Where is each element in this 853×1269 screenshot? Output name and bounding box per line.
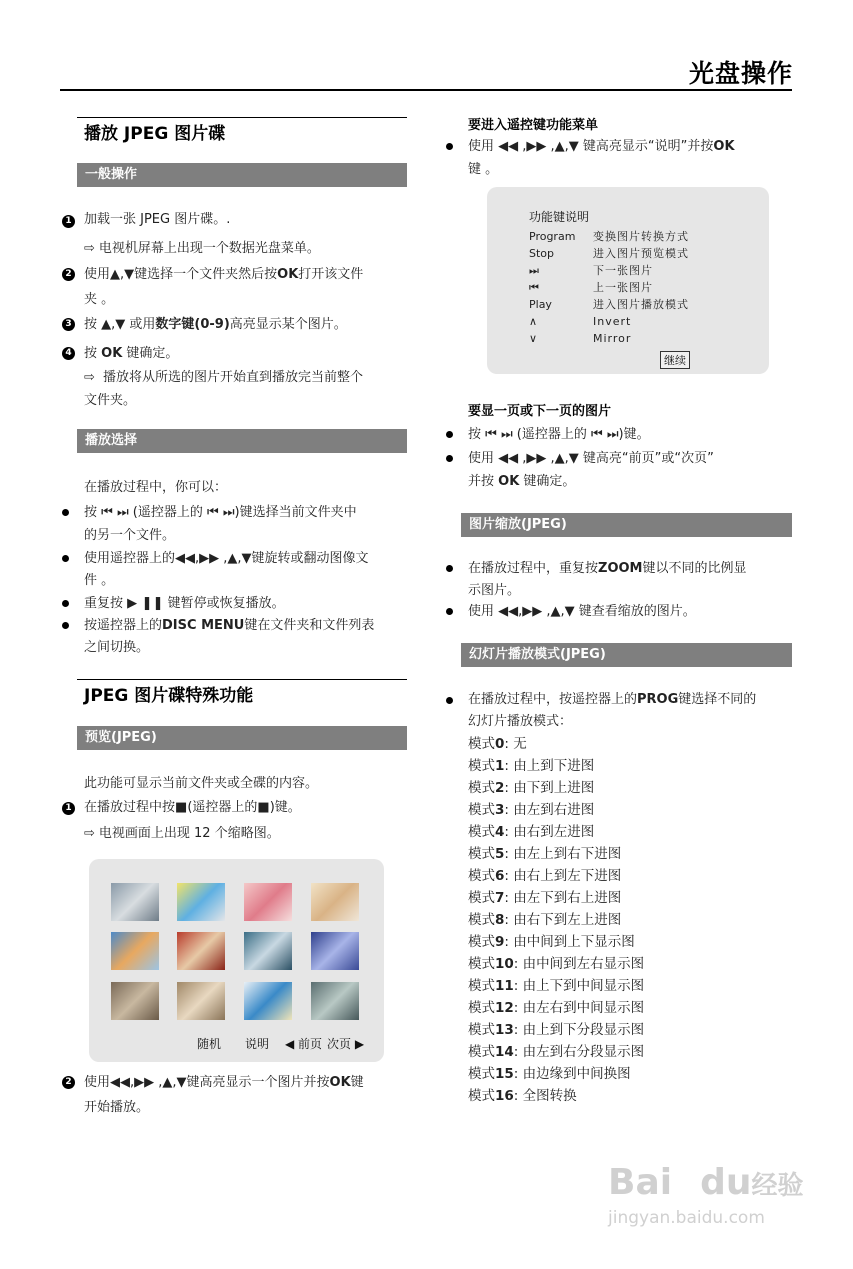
func-desc: 下一张图片 <box>593 264 653 277</box>
slide-mode-item: 模式4: 由右到左进图 <box>468 824 595 840</box>
bullet <box>62 555 69 562</box>
play-intro: 在播放过程中，你可以： <box>84 480 228 495</box>
preview-step-2-cont: 开始播放。 <box>84 1100 150 1115</box>
slide-mode-item: 模式8: 由右下到左上进图 <box>468 912 622 928</box>
zoom-item-1: 在播放过程中，重复按ZOOM键以不同的比例显 <box>468 561 747 576</box>
preview-step-1-note: ⇨ 电视画面上出现 12 个缩略图。 <box>84 823 280 845</box>
slide-mode-item: 模式12: 由左右到中间显示图 <box>468 1000 645 1016</box>
thumbnail[interactable] <box>311 982 359 1020</box>
func-key: ⏭ <box>529 264 539 277</box>
section-title-jpeg: 播放 JPEG 图片碟 <box>84 124 226 144</box>
thumbnail[interactable] <box>244 932 292 970</box>
play-item-2: 使用遥控器上的◀◀,▶▶ ,▲,▼键旋转或翻动图像文 <box>84 551 369 566</box>
step-1: 加载一张 JPEG 图片碟。. <box>84 212 231 227</box>
play-item-3: 重复按 ▶ ❚❚ 键暂停或恢复播放。 <box>84 596 285 611</box>
step-number-1: 1 <box>62 215 75 228</box>
func-key: Stop <box>529 247 555 260</box>
func-desc: 进入图片播放模式 <box>593 298 689 311</box>
arrow-icon: ⇨ <box>84 826 95 841</box>
thumbnail[interactable] <box>311 883 359 921</box>
continue-button[interactable]: 继续 <box>660 351 690 369</box>
slide-mode-item: 模式13: 由上到下分段显示图 <box>468 1022 645 1038</box>
step-2: 使用▲,▼键选择一个文件夹然后按OK打开该文件 <box>84 267 364 282</box>
step-number-2: 2 <box>62 1076 75 1089</box>
slide-mode-item: 模式14: 由左到右分段显示图 <box>468 1044 645 1060</box>
bullet <box>446 143 453 150</box>
thumbnail[interactable] <box>177 932 225 970</box>
page-item-2-cont: 并按 OK 键确定。 <box>468 474 576 489</box>
bullet <box>446 431 453 438</box>
func-key: ∧ <box>529 315 538 328</box>
func-desc: Invert <box>593 315 632 328</box>
bullet <box>446 608 453 615</box>
preview-step-1: 在播放过程中按■(遥控器上的■)键。 <box>84 800 301 815</box>
next-page-button[interactable]: 次页 ▶ <box>327 1037 365 1051</box>
step-4-note-cont: 文件夹。 <box>84 393 137 408</box>
header-rule <box>60 89 792 91</box>
step-number-4: 4 <box>62 347 75 360</box>
preview-intro: 此功能可显示当前文件夹或全碟的内容。 <box>84 776 319 791</box>
step-number-1: 1 <box>62 802 75 815</box>
bullet <box>446 697 453 704</box>
function-key-table <box>529 228 749 348</box>
page-title: 光盘操作 <box>688 59 793 88</box>
thumbnail[interactable] <box>177 982 225 1020</box>
slide-mode-item: 模式7: 由左下到右上进图 <box>468 890 622 906</box>
watermark-logo: Bai du经验 <box>608 1162 804 1203</box>
menu-text-cont: 键 。 <box>468 162 499 177</box>
preview-step-2: 使用◀◀,▶▶ ,▲,▼键高亮显示一个图片并按OK键 <box>84 1075 364 1090</box>
menu-text: 使用 ◀◀ ,▶▶ ,▲,▼ 键高亮显示“说明”并按OK <box>468 139 735 154</box>
slide-mode-item: 模式10: 由中间到左右显示图 <box>468 956 645 972</box>
func-key: Play <box>529 298 552 311</box>
thumbnail[interactable] <box>111 932 159 970</box>
bullet <box>62 622 69 629</box>
func-desc: 变换图片转换方式 <box>593 230 689 243</box>
bar-play: 播放选择 <box>77 429 407 453</box>
func-key: ⏮ <box>529 281 539 294</box>
page-item-2: 使用 ◀◀ ,▶▶ ,▲,▼ 键高亮“前页”或“次页” <box>468 451 714 466</box>
thumbnail[interactable] <box>244 883 292 921</box>
slide-mode-item: 模式16: 全图转换 <box>468 1088 577 1104</box>
bar-general: 一般操作 <box>77 163 407 187</box>
slide-mode-item: 模式11: 由上下到中间显示图 <box>468 978 645 994</box>
slide-mode-item: 模式0: 无 <box>468 736 527 752</box>
thumbnail[interactable] <box>177 883 225 921</box>
thumbnail[interactable] <box>111 883 159 921</box>
watermark-url: jingyan.baidu.com <box>608 1208 765 1228</box>
func-key: Program <box>529 230 576 243</box>
page-item-1: 按 ⏮ ⏭ (遥控器上的 ⏮ ⏭)键。 <box>468 427 650 442</box>
prev-page-button[interactable]: ◀ 前页 <box>285 1037 323 1051</box>
func-desc: 上一张图片 <box>593 281 653 294</box>
bullet <box>62 600 69 607</box>
function-key-title: 功能键说明 <box>529 210 590 224</box>
step-number-2: 2 <box>62 268 75 281</box>
step-1-note: ⇨ 电视机屏幕上出现一个数据光盘菜单。 <box>84 238 320 260</box>
play-item-1: 按 ⏮ ⏭ (遥控器上的 ⏮ ⏭)键选择当前文件夹中 <box>84 505 357 520</box>
slide-mode-list <box>468 733 768 1107</box>
arrow-icon: ⇨ <box>84 241 95 256</box>
thumbnail[interactable] <box>311 932 359 970</box>
slide-mode-item: 模式1: 由上到下进图 <box>468 758 595 774</box>
slide-mode-item: 模式2: 由下到上进图 <box>468 780 595 796</box>
thumbnail[interactable] <box>111 982 159 1020</box>
play-item-4: 按遥控器上的DISC MENU键在文件夹和文件列表 <box>84 618 375 633</box>
bar-slideshow: 幻灯片播放模式(JPEG) <box>461 643 792 667</box>
slide-mode-item: 模式6: 由右上到左下进图 <box>468 868 622 884</box>
play-item-4-cont: 之间切换。 <box>84 640 150 655</box>
step-4: 按 OK 键确定。 <box>84 346 179 361</box>
step-4-note: ⇨ 播放将从所选的图片开始直到播放完当前整个 <box>84 367 363 389</box>
zoom-item-1-cont: 示图片。 <box>468 583 521 598</box>
arrow-icon: ⇨ <box>84 370 95 385</box>
page-heading: 要显一页或下一页的图片 <box>468 404 612 419</box>
func-desc: 进入图片预览模式 <box>593 247 689 260</box>
step-3: 按 ▲,▼ 或用数字键(0-9)高亮显示某个图片。 <box>84 317 347 332</box>
bullet <box>446 565 453 572</box>
section-rule <box>77 117 407 118</box>
play-item-1-cont: 的另一个文件。 <box>84 528 176 543</box>
slide-mode-item: 模式15: 由边缘到中间换图 <box>468 1066 631 1082</box>
step-2-cont: 夹 。 <box>84 292 115 307</box>
section-rule <box>77 679 407 680</box>
play-item-2-cont: 件 。 <box>84 573 115 588</box>
random-button[interactable]: 随机 <box>197 1037 222 1051</box>
thumbnail-panel <box>89 859 384 1062</box>
help-button[interactable]: 说明 <box>245 1037 270 1051</box>
bar-zoom: 图片缩放(JPEG) <box>461 513 792 537</box>
menu-heading: 要进入遥控键功能菜单 <box>468 118 599 133</box>
func-key: ∨ <box>529 332 538 345</box>
slide-intro: 在播放过程中，按遥控器上的PROG键选择不同的 <box>468 692 757 707</box>
slide-mode-item: 模式5: 由左上到右下进图 <box>468 846 622 862</box>
zoom-item-2: 使用 ◀◀,▶▶ ,▲,▼ 键查看缩放的图片。 <box>468 604 696 619</box>
bullet <box>62 509 69 516</box>
function-key-panel <box>487 187 769 374</box>
bar-preview: 预览(JPEG) <box>77 726 407 750</box>
section-title-special: JPEG 图片碟特殊功能 <box>84 686 254 706</box>
func-desc: Mirror <box>593 332 632 345</box>
slide-mode-item: 模式3: 由左到右进图 <box>468 802 595 818</box>
bullet <box>446 455 453 462</box>
slide-mode-item: 模式9: 由中间到上下显示图 <box>468 934 635 950</box>
slide-intro-cont: 幻灯片播放模式： <box>468 714 573 729</box>
thumbnail[interactable] <box>244 982 292 1020</box>
step-number-3: 3 <box>62 318 75 331</box>
